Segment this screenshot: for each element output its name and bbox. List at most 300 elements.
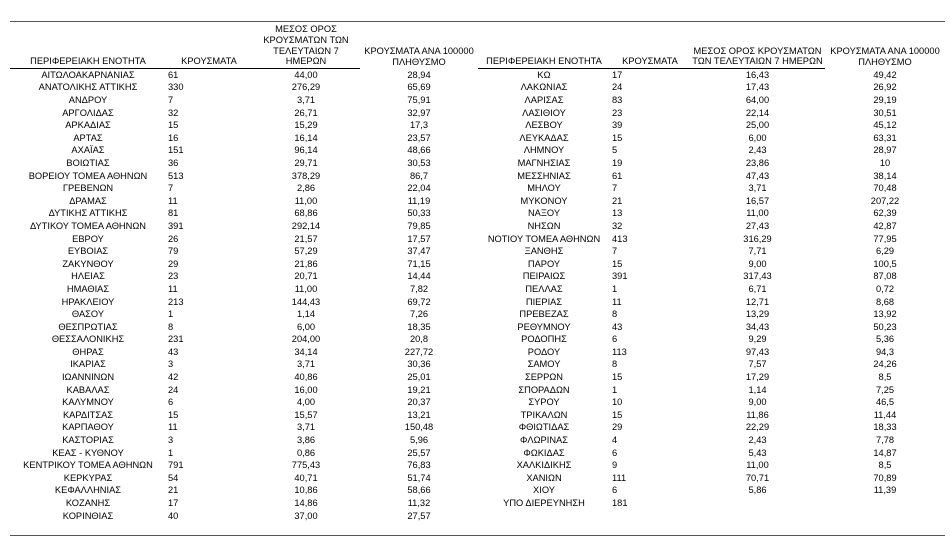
right-region-cell: ΣΕΡΡΩΝ: [524, 372, 563, 383]
right-region-cell: ΝΟΤΙΟΥ ΤΟΜΕΑ ΑΘΗΝΩΝ: [487, 233, 601, 244]
right-avg7-cell: 17,43: [745, 82, 770, 93]
right-cases-cell: 113: [612, 346, 627, 357]
right-avg7-cell: 64,00: [745, 95, 770, 106]
right-avg7-cell: 5,86: [748, 485, 767, 496]
left-region-cell: ΑΧΑΪΑΣ: [71, 145, 105, 156]
left-cases-cell: 43: [168, 346, 179, 357]
right-per100k-cell: 70,89: [873, 472, 897, 483]
right-per100k-cell: 94,3: [875, 346, 895, 357]
left-cases-cell: 54: [168, 472, 179, 483]
right-cases-cell: 83: [612, 95, 623, 106]
left-region-cell: ΙΩΑΝΝΙΝΩΝ: [61, 372, 115, 383]
right-region-cell: ΠΡΕΒΕΖΑΣ: [519, 309, 569, 320]
header-cases-left: ΚΡΟΥΣΜΑΤΑ: [166, 24, 252, 69]
right-per100k-cell: 29,19: [873, 95, 897, 106]
right-cases-cell: 111: [612, 472, 627, 483]
right-cases-cell: 15: [612, 409, 623, 420]
left-per100k-cell: 32,97: [407, 107, 431, 118]
table-row: [10, 195, 945, 208]
left-cases-cell: 7: [168, 183, 174, 194]
right-cases-cell: 10: [612, 397, 623, 408]
right-per100k-cell: 7,25: [875, 384, 895, 395]
left-avg7-cell: 96,14: [294, 145, 318, 156]
right-avg7-cell: 7,57: [748, 359, 767, 370]
right-region-cell: ΜΥΚΟΝΟΥ: [520, 195, 568, 206]
right-per100k-cell: 207,22: [870, 195, 900, 206]
left-avg7-cell: 378,29: [291, 170, 321, 181]
table-row: [10, 346, 945, 359]
left-per100k-cell: 19,21: [407, 384, 431, 395]
right-region-cell: ΛΑΚΩΝΙΑΣ: [520, 82, 568, 93]
right-avg7-cell: 27,43: [745, 220, 770, 231]
left-per100k-cell: 150,48: [404, 422, 434, 433]
right-per100k-cell: 11,44: [873, 409, 897, 420]
left-per100k-cell: 71,15: [407, 258, 431, 269]
right-per100k-cell: 24,26: [873, 359, 897, 370]
regional-cases-table: [10, 24, 945, 523]
table-row: [10, 271, 945, 284]
table-row: [10, 283, 945, 296]
table-row: [10, 472, 945, 485]
header-per100k-left: ΚΡΟΥΣΜΑΤΑ ΑΝΑ 100000 ΠΛΗΘΥΣΜΟ: [364, 46, 474, 67]
right-region-cell: ΣΑΜΟΥ: [527, 359, 561, 370]
right-cases-cell: 391: [612, 271, 628, 282]
right-region-cell: [478, 510, 610, 523]
left-region-cell: ΚΑΡΔΙΤΣΑΣ: [62, 409, 114, 420]
table-row: [10, 334, 945, 347]
left-region-cell: ΚΟΡΙΝΘΙΑΣ: [62, 510, 114, 521]
left-cases-cell: 11: [168, 195, 178, 206]
right-per100k-cell: 42,87: [873, 220, 897, 231]
left-per100k-cell: 20,8: [409, 334, 429, 345]
left-avg7-cell: 2,86: [296, 183, 316, 194]
right-avg7-cell: 3,71: [748, 183, 767, 194]
left-region-cell: ΚΕΡΚΥΡΑΣ: [63, 472, 113, 483]
right-per100k-cell: 62,39: [873, 208, 897, 219]
left-region-cell: ΗΛΕΙΑΣ: [71, 271, 105, 282]
left-avg7-cell: 14,86: [294, 498, 318, 509]
left-region-cell: ΚΑΛΥΜΝΟΥ: [62, 397, 114, 408]
right-avg7-cell: 47,43: [745, 170, 770, 181]
right-cases-cell: 9: [612, 460, 618, 471]
right-cases-cell: 5: [612, 145, 618, 156]
left-per100k-cell: 79,85: [407, 220, 431, 231]
table-row: [10, 308, 945, 321]
table-row: [10, 447, 945, 460]
left-per100k-cell: 7,82: [409, 283, 429, 294]
left-region-cell: ΚΕΝΤΡΙΚΟΥ ΤΟΜΕΑ ΑΘΗΝΩΝ: [23, 460, 153, 471]
right-cases-cell: 43: [612, 321, 623, 332]
header-cases-right: ΚΡΟΥΣΜΑΤΑ: [610, 24, 690, 69]
left-avg7-cell: 775,43: [291, 460, 321, 471]
left-cases-cell: 3: [168, 359, 174, 370]
left-avg7-cell: 276,29: [291, 82, 321, 93]
left-cases-cell: 330: [168, 82, 184, 93]
left-avg7-cell: 3,86: [296, 435, 316, 446]
left-region-cell: ΗΜΑΘΙΑΣ: [66, 283, 110, 294]
left-region-cell: ΗΡΑΚΛΕΙΟΥ: [61, 296, 115, 307]
left-region-cell: ΒΟΡΕΙΟΥ ΤΟΜΕΑ ΑΘΗΝΩΝ: [28, 170, 148, 181]
table-row: [10, 397, 945, 410]
left-avg7-cell: 68,86: [294, 208, 318, 219]
right-cases-cell: 6: [612, 334, 618, 345]
left-cases-cell: 24: [168, 384, 179, 395]
left-cases-cell: 40: [168, 510, 179, 521]
left-avg7-cell: 4,00: [296, 397, 316, 408]
left-cases-cell: 26: [168, 233, 179, 244]
left-cases-cell: 11: [168, 422, 178, 433]
left-region-cell: ΚΑΒΑΛΑΣ: [66, 384, 110, 395]
header-avg7-left: ΜΕΣΟΣ ΟΡΟΣ ΚΡΟΥΣΜΑΤΩΝ ΤΩΝ ΤΕΛΕΥΤΑΙΩΝ 7 ΗΜΕΡΩΝ: [252, 24, 360, 69]
right-per100k-cell: 26,92: [873, 82, 897, 93]
left-avg7-cell: 29,71: [294, 157, 318, 168]
left-region-cell: ΔΥΤΙΚΟΥ ΤΟΜΕΑ ΑΘΗΝΩΝ: [29, 220, 147, 231]
right-region-cell: ΜΗΛΟΥ: [527, 183, 561, 194]
left-cases-cell: 16: [168, 132, 179, 143]
right-cases-cell: 13: [612, 208, 623, 219]
right-avg7-cell: 25,00: [745, 120, 770, 131]
table-row: [10, 434, 945, 447]
table-row: [10, 208, 945, 221]
table-row: [10, 485, 945, 498]
header-avg7-right: ΜΕΣΟΣ ΟΡΟΣ ΚΡΟΥΣΜΑΤΩΝ ΤΩΝ ΤΕΛΕΥΤΑΙΩΝ 7 ΗΜΕΡΩΝ: [690, 24, 825, 69]
left-cases-cell: 61: [168, 69, 179, 80]
right-region-cell: ΞΑΝΘΗΣ: [524, 246, 564, 257]
left-avg7-cell: 16,14: [294, 132, 318, 143]
right-region-cell: ΠΕΛΛΑΣ: [525, 283, 563, 294]
table-row: [10, 371, 945, 384]
right-region-cell: ΣΠΟΡΑΔΩΝ: [518, 384, 570, 395]
left-per100k-cell: 18,35: [407, 321, 431, 332]
left-avg7-cell: 40,86: [294, 372, 318, 383]
left-cases-cell: 3: [168, 435, 174, 446]
right-per100k-cell: [825, 510, 945, 523]
cases-table-frame: [10, 21, 945, 536]
right-per100k-cell: 8,5: [878, 372, 892, 383]
left-avg7-cell: 21,86: [294, 258, 318, 269]
table-row: [10, 120, 945, 133]
right-avg7-cell: [690, 497, 825, 510]
left-avg7-cell: 26,71: [294, 107, 318, 118]
right-cases-cell: 4: [612, 435, 618, 446]
right-region-cell: ΡΟΔΟΠΗΣ: [521, 334, 567, 345]
table-row: [10, 384, 945, 397]
right-per100k-cell: 14,87: [873, 447, 897, 458]
right-per100k-cell: 11,39: [873, 485, 897, 496]
right-cases-cell: 32: [612, 220, 623, 231]
right-avg7-cell: 22,14: [745, 107, 770, 118]
left-cases-cell: 11: [168, 283, 178, 294]
right-cases-cell: [610, 510, 690, 523]
left-per100k-cell: 50,33: [407, 208, 431, 219]
right-avg7-cell: 13,29: [745, 309, 770, 320]
header-region-left: ΠΕΡΙΦΕΡΕΙΑΚΗ ΕΝΟΤΗΤΑ: [10, 24, 166, 69]
right-avg7-cell: 9,00: [748, 397, 767, 408]
table-row: [10, 497, 945, 510]
right-cases-cell: 17: [612, 69, 623, 80]
right-per100k-cell: 7,78: [875, 435, 895, 446]
right-region-cell: ΦΘΙΩΤΙΔΑΣ: [518, 422, 570, 433]
right-avg7-cell: 16,57: [745, 195, 770, 206]
left-per100k-cell: 25,57: [407, 447, 431, 458]
right-avg7-cell: 7,71: [748, 246, 767, 257]
left-region-cell: ΘΕΣΣΑΛΟΝΙΚΗΣ: [51, 334, 125, 345]
left-avg7-cell: 20,71: [294, 271, 318, 282]
table-row: [10, 233, 945, 246]
right-avg7-cell: 9,00: [748, 258, 767, 269]
left-per100k-cell: 17,3: [409, 120, 429, 131]
left-per100k-cell: 227,72: [404, 346, 434, 357]
right-cases-cell: 39: [612, 120, 623, 131]
left-per100k-cell: 5,96: [409, 435, 429, 446]
left-avg7-cell: 292,14: [291, 220, 321, 231]
left-cases-cell: 1: [168, 309, 174, 320]
left-avg7-cell: 1,14: [296, 309, 316, 320]
right-avg7-cell: 317,43: [743, 271, 772, 282]
left-per100k-cell: 76,83: [407, 460, 431, 471]
right-avg7-cell: 34,43: [745, 321, 770, 332]
right-region-cell: ΧΑΛΚΙΔΙΚΗΣ: [516, 460, 572, 471]
left-per100k-cell: 25,01: [407, 372, 431, 383]
header-per100k-right: ΚΡΟΥΣΜΑΤΑ ΑΝΑ 100000 ΠΛΗΘΥΣΜΟ: [830, 46, 940, 67]
left-cases-cell: 213: [168, 296, 184, 307]
right-cases-cell: 29: [612, 422, 623, 433]
right-cases-cell: 1: [612, 283, 618, 294]
right-region-cell: ΛΕΣΒΟΥ: [525, 120, 563, 131]
left-per100k-cell: 58,66: [407, 485, 431, 496]
left-cases-cell: 15: [168, 409, 179, 420]
left-per100k-cell: 51,74: [407, 472, 431, 483]
left-avg7-cell: 40,71: [294, 472, 318, 483]
right-cases-cell: 7: [612, 183, 618, 194]
right-cases-cell: 61: [612, 170, 623, 181]
left-avg7-cell: 3,71: [296, 95, 316, 106]
right-region-cell: ΥΠΟ ΔΙΕΡΕΥΝΗΣΗ: [503, 498, 585, 509]
left-region-cell: ΑΙΤΩΛΟΑΚΑΡΝΑΝΙΑΣ: [41, 69, 135, 80]
left-region-cell: ΕΒΡΟΥ: [72, 233, 104, 244]
left-region-cell: ΚΕΦΑΛΛΗΝΙΑΣ: [54, 485, 122, 496]
left-per100k-cell: 22,04: [407, 183, 431, 194]
left-avg7-cell: 15,29: [294, 120, 318, 131]
right-cases-cell: 24: [612, 82, 623, 93]
right-region-cell: ΠΑΡΟΥ: [527, 258, 561, 269]
left-per100k-cell: 11,19: [407, 195, 431, 206]
right-per100k-cell: 45,12: [873, 120, 897, 131]
right-per100k-cell: 46,5: [875, 397, 895, 408]
right-avg7-cell: 70,71: [745, 472, 770, 483]
left-region-cell: ΑΡΓΟΛΙΔΑΣ: [62, 107, 114, 118]
left-avg7-cell: 6,00: [296, 321, 316, 332]
left-avg7-cell: 3,71: [296, 359, 316, 370]
right-per100k-cell: 8,68: [875, 296, 895, 307]
right-cases-cell: 6: [612, 447, 618, 458]
table-row: [10, 258, 945, 271]
left-cases-cell: 1: [168, 447, 174, 458]
left-region-cell: ΕΥΒΟΙΑΣ: [67, 246, 109, 257]
table-row: [10, 220, 945, 233]
right-per100k-cell: 28,97: [873, 145, 897, 156]
table-row: [10, 157, 945, 170]
left-cases-cell: 32: [168, 107, 179, 118]
right-avg7-cell: 11,00: [746, 460, 769, 471]
left-avg7-cell: 34,14: [294, 346, 318, 357]
table-row: [10, 82, 945, 95]
table-row: [10, 69, 945, 82]
left-region-cell: ΚΑΡΠΑΘΟΥ: [62, 422, 114, 433]
left-region-cell: ΑΡΤΑΣ: [73, 132, 103, 143]
table-row: [10, 321, 945, 334]
right-avg7-cell: [690, 510, 825, 523]
right-region-cell: ΛΑΣΙΘΙΟΥ: [522, 107, 566, 118]
left-per100k-cell: 30,36: [407, 359, 431, 370]
left-cases-cell: 8: [168, 321, 174, 332]
right-avg7-cell: 17,29: [745, 372, 770, 383]
left-cases-cell: 791: [168, 460, 184, 471]
right-region-cell: ΧΙΟΥ: [533, 485, 555, 496]
left-region-cell: ΘΑΣΟΥ: [71, 309, 105, 320]
left-region-cell: ΘΕΣΠΡΩΤΙΑΣ: [58, 321, 118, 332]
right-cases-cell: 15: [612, 132, 623, 143]
right-region-cell: ΛΑΡΙΣΑΣ: [524, 95, 564, 106]
right-per100k-cell: 30,51: [873, 107, 897, 118]
left-cases-cell: 36: [168, 157, 179, 168]
left-avg7-cell: 11,00: [294, 283, 318, 294]
right-avg7-cell: 2,43: [748, 435, 767, 446]
right-cases-cell: 413: [612, 233, 628, 244]
right-per100k-cell: 70,48: [873, 183, 897, 194]
right-region-cell: ΛΕΥΚΑΔΑΣ: [519, 132, 569, 143]
right-per100k-cell: [825, 497, 945, 510]
left-region-cell: ΚΑΣΤΟΡΙΑΣ: [62, 435, 114, 446]
left-cases-cell: 7: [168, 95, 174, 106]
right-cases-cell: 15: [612, 258, 623, 269]
right-avg7-cell: 12,71: [745, 296, 770, 307]
left-region-cell: ΑΝΔΡΟΥ: [68, 95, 108, 106]
left-avg7-cell: 15,57: [294, 409, 318, 420]
table-row: [10, 183, 945, 196]
left-per100k-cell: 75,91: [407, 95, 431, 106]
right-per100k-cell: 49,42: [873, 69, 897, 80]
left-cases-cell: 23: [168, 271, 179, 282]
left-cases-cell: 81: [168, 208, 179, 219]
left-avg7-cell: 37,00: [294, 510, 318, 521]
table-row: [10, 132, 945, 145]
table-row: [10, 359, 945, 372]
right-avg7-cell: 316,29: [743, 233, 772, 244]
right-region-cell: ΛΗΜΝΟΥ: [523, 145, 565, 156]
right-per100k-cell: 6,29: [875, 246, 895, 257]
right-per100k-cell: 38,14: [873, 170, 897, 181]
left-cases-cell: 42: [168, 372, 179, 383]
right-cases-cell: 21: [612, 195, 623, 206]
left-region-cell: ΑΝΑΤΟΛΙΚΗΣ ΑΤΤΙΚΗΣ: [38, 82, 138, 93]
left-cases-cell: 15: [168, 120, 179, 131]
left-per100k-cell: 17,57: [407, 233, 431, 244]
left-avg7-cell: 0,86: [296, 447, 316, 458]
right-cases-cell: 8: [612, 309, 618, 320]
left-per100k-cell: 86,7: [409, 170, 429, 181]
table-row: [10, 94, 945, 107]
table-header-row: [10, 24, 945, 69]
left-cases-cell: 21: [168, 485, 179, 496]
left-cases-cell: 151: [168, 145, 184, 156]
right-region-cell: ΠΕΙΡΑΙΩΣ: [522, 271, 566, 282]
table-row: [10, 107, 945, 120]
right-cases-cell: 6: [612, 485, 618, 496]
left-avg7-cell: 44,00: [294, 69, 318, 80]
right-cases-cell: 19: [612, 157, 623, 168]
left-per100k-cell: 48,66: [407, 145, 431, 156]
left-avg7-cell: 16,00: [294, 384, 318, 395]
right-region-cell: ΤΡΙΚΑΛΩΝ: [520, 409, 568, 420]
right-avg7-cell: 1,14: [748, 384, 767, 395]
header-region-right: ΠΕΡΙΦΕΡΕΙΑΚΗ ΕΝΟΤΗΤΑ: [478, 24, 610, 69]
right-region-cell: ΠΙΕΡΙΑΣ: [525, 296, 563, 307]
left-avg7-cell: 3,71: [296, 422, 316, 433]
right-per100k-cell: 5,36: [875, 334, 895, 345]
right-cases-cell: 8: [612, 359, 618, 370]
right-cases-cell: 7: [612, 246, 618, 257]
right-avg7-cell: 22,29: [745, 422, 770, 433]
table-row: [10, 246, 945, 259]
right-avg7-cell: 16,43: [745, 69, 770, 80]
left-per100k-cell: 27,57: [407, 510, 431, 521]
table-row: [10, 145, 945, 158]
left-region-cell: ΚΟΖΑΝΗΣ: [65, 498, 111, 509]
right-region-cell: ΝΑΞΟΥ: [527, 208, 561, 219]
right-per100k-cell: 8,5: [878, 460, 892, 471]
left-cases-cell: 513: [168, 170, 184, 181]
right-per100k-cell: 0,72: [875, 283, 895, 294]
left-avg7-cell: 10,86: [294, 485, 318, 496]
left-per100k-cell: 13,21: [407, 409, 431, 420]
left-per100k-cell: 7,26: [409, 309, 429, 320]
left-cases-cell: 231: [168, 334, 184, 345]
left-per100k-cell: 28,94: [407, 69, 431, 80]
right-per100k-cell: 18,33: [873, 422, 897, 433]
right-avg7-cell: 6,71: [748, 283, 767, 294]
left-per100k-cell: 65,69: [407, 82, 431, 93]
right-per100k-cell: 100,5: [873, 258, 897, 269]
right-avg7-cell: 97,43: [745, 346, 770, 357]
right-per100k-cell: 50,23: [873, 321, 897, 332]
left-per100k-cell: 69,72: [407, 296, 431, 307]
right-region-cell: ΜΑΓΝΗΣΙΑΣ: [517, 157, 571, 168]
right-region-cell: ΝΗΣΩΝ: [527, 220, 561, 231]
left-cases-cell: 29: [168, 258, 179, 269]
table-row: [10, 409, 945, 422]
right-region-cell: ΡΕΘΥΜΝΟΥ: [517, 321, 571, 332]
left-avg7-cell: 204,00: [291, 334, 321, 345]
right-avg7-cell: 9,29: [748, 334, 767, 345]
right-cases-cell: 11: [612, 296, 622, 307]
table-row: [10, 422, 945, 435]
right-region-cell: ΦΛΩΡΙΝΑΣ: [519, 435, 569, 446]
right-region-cell: ΧΑΝΙΩΝ: [526, 472, 562, 483]
left-avg7-cell: 57,29: [294, 246, 318, 257]
left-per100k-cell: 14,44: [407, 271, 431, 282]
left-region-cell: ΑΡΚΑΔΙΑΣ: [65, 120, 111, 131]
right-cases-cell: 181: [612, 498, 628, 509]
right-avg7-cell: 5,43: [748, 447, 767, 458]
left-region-cell: ΖΑΚΥΝΘΟΥ: [62, 258, 114, 269]
right-avg7-cell: 11,00: [746, 208, 769, 219]
left-per100k-cell: 30,53: [407, 157, 431, 168]
right-avg7-cell: 2,43: [748, 145, 767, 156]
left-per100k-cell: 37,47: [407, 246, 431, 257]
left-region-cell: ΙΚΑΡΙΑΣ: [70, 359, 106, 370]
right-per100k-cell: 77,95: [873, 233, 897, 244]
